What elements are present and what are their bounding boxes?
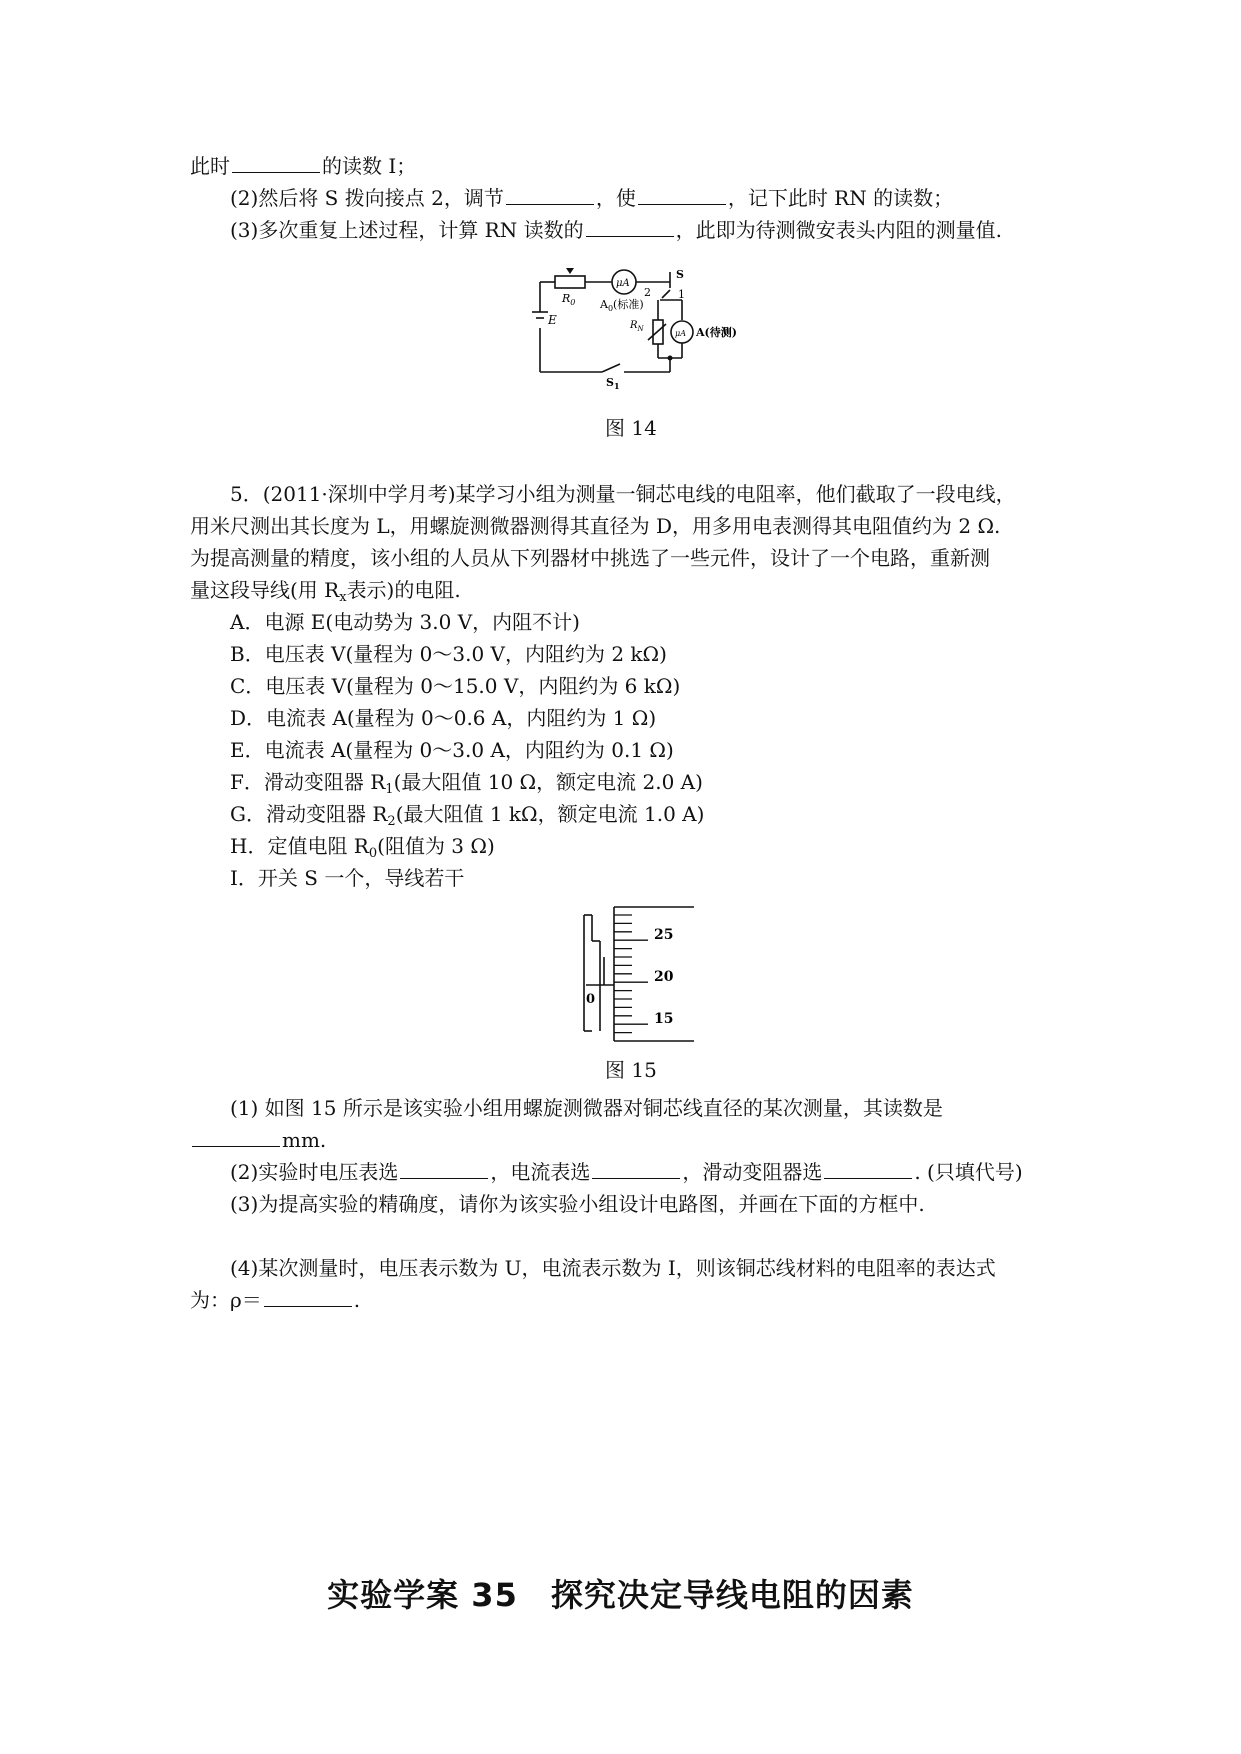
figure-caption: 图 14 bbox=[605, 416, 657, 440]
text-line: 5．(2011·深圳中学月考)某学习小组为测量一铜芯电线的电阻率，他们截取了一段电线， bbox=[230, 482, 1016, 506]
option-g bbox=[230, 800, 704, 828]
option-i: I．开关 S 一个，导线若干 bbox=[230, 866, 465, 890]
tick-label-20: 20 bbox=[654, 969, 674, 985]
text: (最大阻值 1 kΩ，额定电流 1.0 A) bbox=[395, 802, 705, 826]
text-line: 用米尺测出其长度为 L，用螺旋测微器测得其直径为 D，用多用电表测得其电阻值约为 2 Ω. bbox=[190, 514, 1001, 538]
option-d: D．电流表 A(量程为 0～0.6 A，内阻约为 1 Ω) bbox=[230, 706, 657, 730]
tick-label-15: 15 bbox=[654, 1011, 674, 1027]
svg-text:A(待测): A(待测) bbox=[696, 326, 737, 339]
text-line bbox=[190, 1126, 326, 1154]
text: ，使 bbox=[595, 186, 636, 210]
text: F．滑动变阻器 R bbox=[230, 770, 386, 794]
text-line bbox=[190, 576, 461, 604]
svg-text:2: 2 bbox=[644, 286, 651, 299]
text: (2)实验时电压表选 bbox=[230, 1160, 399, 1184]
text: (2)然后将 S 拨向接点 2，调节 bbox=[230, 186, 504, 210]
text: 为：ρ＝ bbox=[190, 1288, 262, 1312]
answer-blank bbox=[264, 1288, 352, 1307]
text: 表示)的电阻. bbox=[346, 578, 461, 602]
text: G．滑动变阻器 R bbox=[230, 802, 388, 826]
subscript: 1 bbox=[385, 782, 394, 797]
svg-text:RN: $R_N$ bbox=[630, 320, 644, 333]
text-line: (3)为提高实验的精确度，请你为该实验小组设计电路图，并画在下面的方框中. bbox=[230, 1192, 925, 1216]
option-e: E．电流表 A(量程为 0～3.0 A，内阻约为 0.1 Ω) bbox=[230, 738, 674, 762]
micrometer-ticks bbox=[614, 915, 648, 1033]
answer-blank bbox=[586, 218, 674, 237]
circuit-diagram bbox=[520, 262, 780, 392]
micrometer-diagram bbox=[570, 905, 710, 1050]
text-line bbox=[190, 152, 416, 180]
svg-text:μA: μA bbox=[675, 329, 686, 338]
svg-text:R0: $R_0$ bbox=[562, 292, 576, 307]
svg-text:S1: $S_1$ bbox=[606, 376, 620, 391]
zero-label: 0 bbox=[586, 992, 596, 1007]
svg-text:1: 1 bbox=[678, 288, 685, 301]
text-line: 为提高测量的精度，该小组的人员从下列器材中挑选了一些元件，设计了一个电路，重新测 bbox=[190, 546, 990, 570]
text: . (只填代号) bbox=[914, 1160, 1023, 1184]
text: ，此即为待测微安表头内阻的测量值. bbox=[675, 218, 1002, 242]
text-line bbox=[230, 216, 1002, 244]
text-line bbox=[230, 1158, 1023, 1186]
option-h bbox=[230, 832, 495, 860]
text: 的读数 I； bbox=[322, 154, 417, 178]
text: H．定值电阻 R bbox=[230, 834, 369, 858]
answer-blank bbox=[506, 186, 594, 205]
svg-text:E: E bbox=[548, 313, 557, 327]
section-title: 实验学案 35 探究决定导线电阻的因素 bbox=[327, 1576, 914, 1614]
text: ，电流表选 bbox=[490, 1160, 591, 1184]
answer-blank bbox=[824, 1160, 912, 1179]
text: (阻值为 3 Ω) bbox=[377, 834, 495, 858]
text: ，滑动变阻器选 bbox=[682, 1160, 823, 1184]
text: ，记下此时 RN 的读数； bbox=[727, 186, 954, 210]
option-f bbox=[230, 768, 703, 796]
text: 量这段导线(用 R bbox=[190, 578, 340, 602]
option-b: B．电压表 V(量程为 0～3.0 V，内阻约为 2 kΩ) bbox=[230, 642, 667, 666]
text-line: (1) 如图 15 所示是该实验小组用螺旋测微器对铜芯线直径的某次测量，其读数是 bbox=[230, 1096, 943, 1120]
answer-blank bbox=[192, 1128, 280, 1147]
figure-caption: 图 15 bbox=[605, 1058, 657, 1082]
answer-blank bbox=[400, 1160, 488, 1179]
text: 此时 bbox=[190, 154, 230, 178]
text: (最大阻值 10 Ω，额定电流 2.0 A) bbox=[393, 770, 703, 794]
answer-blank bbox=[232, 154, 320, 173]
svg-text:S: S bbox=[676, 268, 684, 281]
text-line bbox=[190, 1286, 360, 1314]
option-c: C．电压表 V(量程为 0～15.0 V，内阻约为 6 kΩ) bbox=[230, 674, 681, 698]
text: . bbox=[353, 1288, 361, 1312]
text: mm. bbox=[282, 1128, 327, 1152]
subscript: 2 bbox=[387, 814, 396, 829]
text: (3)多次重复上述过程，计算 RN 读数的 bbox=[230, 218, 584, 242]
option-a: A．电源 E(电动势为 3.0 V，内阻不计) bbox=[230, 610, 580, 634]
svg-text:A0(标准): $A_0$(标准) bbox=[600, 298, 644, 313]
text-line: (4)某次测量时，电压表示数为 U，电流表示数为 I，则该铜芯线材料的电阻率的表达式 bbox=[230, 1256, 996, 1280]
subscript: x bbox=[339, 590, 347, 605]
svg-text:μA: μA bbox=[616, 278, 630, 289]
tick-label-25: 25 bbox=[654, 927, 674, 943]
answer-blank bbox=[638, 186, 726, 205]
text-line bbox=[230, 184, 953, 212]
subscript: 0 bbox=[368, 846, 378, 861]
answer-blank bbox=[592, 1160, 680, 1179]
